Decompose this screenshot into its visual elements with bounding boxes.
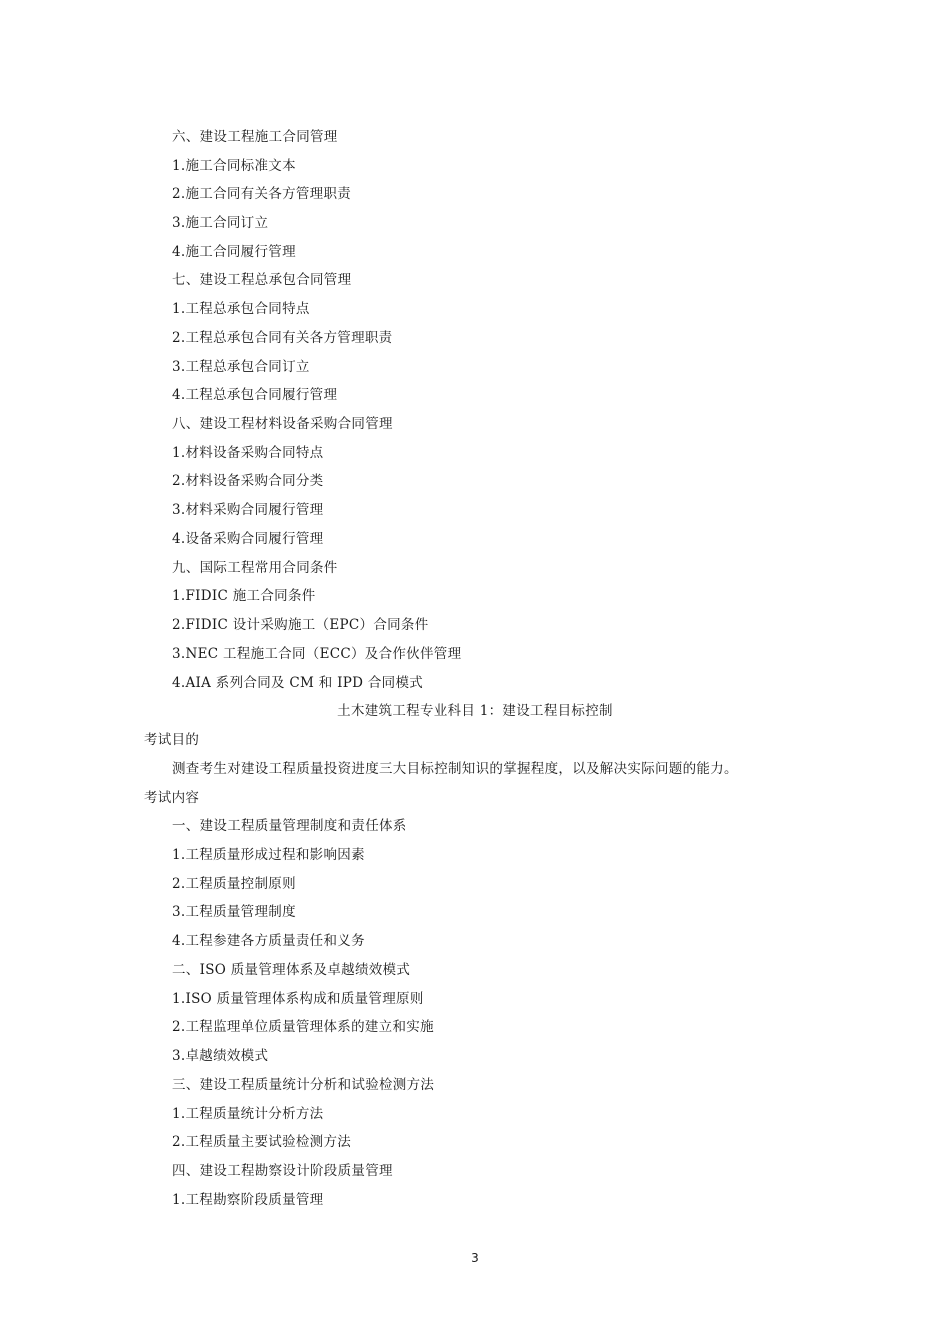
list-item: 3.施工合同订立 [172,215,269,231]
section-heading-7: 七、建设工程总承包合同管理 [172,272,352,288]
exam-content-heading: 考试内容 [144,790,200,806]
section-heading-4: 四、建设工程勘察设计阶段质量管理 [172,1163,393,1179]
list-item: 2.工程监理单位质量管理体系的建立和实施 [172,1019,434,1035]
list-item: 1.工程总承包合同特点 [172,301,310,317]
page-number: 3 [471,1251,479,1265]
list-item: 3.工程质量管理制度 [172,904,296,920]
list-item: 4.设备采购合同履行管理 [172,531,324,547]
list-item: 1.FIDIC 施工合同条件 [172,588,316,604]
list-item: 4.工程总承包合同履行管理 [172,387,338,403]
section-heading-6: 六、建设工程施工合同管理 [172,129,338,145]
list-item: 1.工程质量统计分析方法 [172,1106,324,1122]
section-heading-8: 八、建设工程材料设备采购合同管理 [172,416,393,432]
list-item: 3.工程总承包合同订立 [172,359,310,375]
list-item: 1.工程勘察阶段质量管理 [172,1192,324,1208]
exam-purpose-heading: 考试目的 [144,732,200,748]
section-heading-1: 一、建设工程质量管理制度和责任体系 [172,818,407,834]
list-item: 2.工程总承包合同有关各方管理职责 [172,330,393,346]
list-item: 3.材料采购合同履行管理 [172,502,324,518]
list-item: 4.AIA 系列合同及 CM 和 IPD 合同模式 [172,675,424,691]
list-item: 1.工程质量形成过程和影响因素 [172,847,365,863]
list-item: 3.卓越绩效模式 [172,1048,269,1064]
list-item: 1.施工合同标准文本 [172,158,296,174]
list-item: 2.工程质量主要试验检测方法 [172,1134,352,1150]
list-item: 1.ISO 质量管理体系构成和质量管理原则 [172,991,424,1007]
subject-title: 土木建筑工程专业科目 1：建设工程目标控制 [337,703,613,719]
list-item: 3.NEC 工程施工合同（ECC）及合作伙伴管理 [172,646,462,662]
section-heading-2: 二、ISO 质量管理体系及卓越绩效模式 [172,962,411,978]
exam-purpose-text: 测查考生对建设工程质量投资进度三大目标控制知识的掌握程度，以及解决实际问题的能力。 [172,761,738,777]
list-item: 1.材料设备采购合同特点 [172,445,324,461]
section-heading-9: 九、国际工程常用合同条件 [172,560,338,576]
list-item: 4.工程参建各方质量责任和义务 [172,933,365,949]
list-item: 2.材料设备采购合同分类 [172,473,324,489]
list-item: 2.施工合同有关各方管理职责 [172,186,352,202]
list-item: 4.施工合同履行管理 [172,244,296,260]
list-item: 2.FIDIC 设计采购施工（EPC）合同条件 [172,617,429,633]
section-heading-3: 三、建设工程质量统计分析和试验检测方法 [172,1077,435,1093]
list-item: 2.工程质量控制原则 [172,876,296,892]
